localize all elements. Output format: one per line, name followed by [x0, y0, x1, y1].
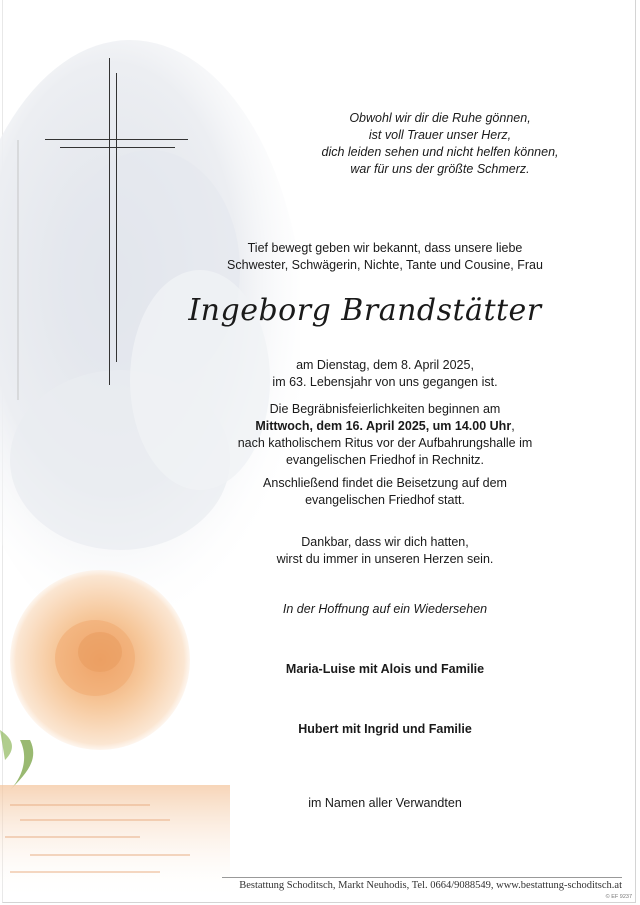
- gratitude-line: wirst du immer in unseren Herzen sein.: [276, 552, 494, 566]
- mourner-entry: [150, 721, 620, 738]
- funeral-details: [150, 401, 620, 469]
- gratitude-line: Dankbar, dass wir dich hatten,: [301, 535, 469, 549]
- footer: Bestattung Schoditsch, Markt Neuhodis, Tel. 0664/9088549, www.bestattung-schoditsch.at: [222, 877, 622, 891]
- hope-line: [150, 601, 620, 618]
- burial-notice: [150, 475, 620, 509]
- funeral-line: evangelischen Friedhof in Rechnitz.: [285, 453, 485, 467]
- deceased-name: Ingeborg Brandstätter: [188, 293, 542, 328]
- poem-line: ist voll Trauer unser Herz,: [368, 128, 512, 142]
- poem-line: Obwohl wir dir die Ruhe gönnen,: [349, 111, 531, 125]
- death-notice: [150, 357, 620, 391]
- poem-line: war für uns der größte Schmerz.: [350, 162, 530, 176]
- intro-line: Tief bewegt geben wir bekannt, dass unsere liebe: [247, 241, 523, 255]
- relatives-line: [150, 795, 620, 812]
- intro-line: Schwester, Schwägerin, Nichte, Tante und Cousine, Frau: [227, 258, 543, 272]
- funeral-date-tail: ,: [511, 419, 515, 433]
- poem-line: dich leiden sehen und nicht helfen können,: [321, 145, 559, 159]
- death-line: am Dienstag, dem 8. April 2025,: [296, 358, 474, 372]
- burial-line: Anschließend findet die Beisetzung auf dem: [263, 476, 507, 490]
- footer-code: © EF 9237: [605, 894, 632, 900]
- relatives-text: im Namen aller Verwandten: [308, 796, 462, 810]
- funeral-date-line: [150, 418, 620, 435]
- mourner-name: Hubert mit Ingrid und Familie: [298, 722, 472, 736]
- intro: [150, 240, 620, 274]
- funeral-line: Die Begräbnisfeierlichkeiten beginnen am: [269, 402, 501, 416]
- burial-line: evangelischen Friedhof statt.: [305, 493, 465, 507]
- cross-icon: [0, 0, 200, 400]
- funeral-date: Mittwoch, dem 16. April 2025, um 14.00 Uhr: [255, 419, 512, 433]
- mourner-entry: [150, 661, 620, 678]
- gratitude: [150, 534, 620, 568]
- funeral-line: nach katholischem Ritus vor der Aufbahrungshalle im: [237, 436, 533, 450]
- poem: [300, 110, 580, 178]
- hope-text: In der Hoffnung auf ein Wiedersehen: [282, 602, 488, 616]
- death-line: im 63. Lebensjahr von uns gegangen ist.: [272, 375, 498, 389]
- mourner-name: Maria-Luise mit Alois und Familie: [285, 662, 485, 676]
